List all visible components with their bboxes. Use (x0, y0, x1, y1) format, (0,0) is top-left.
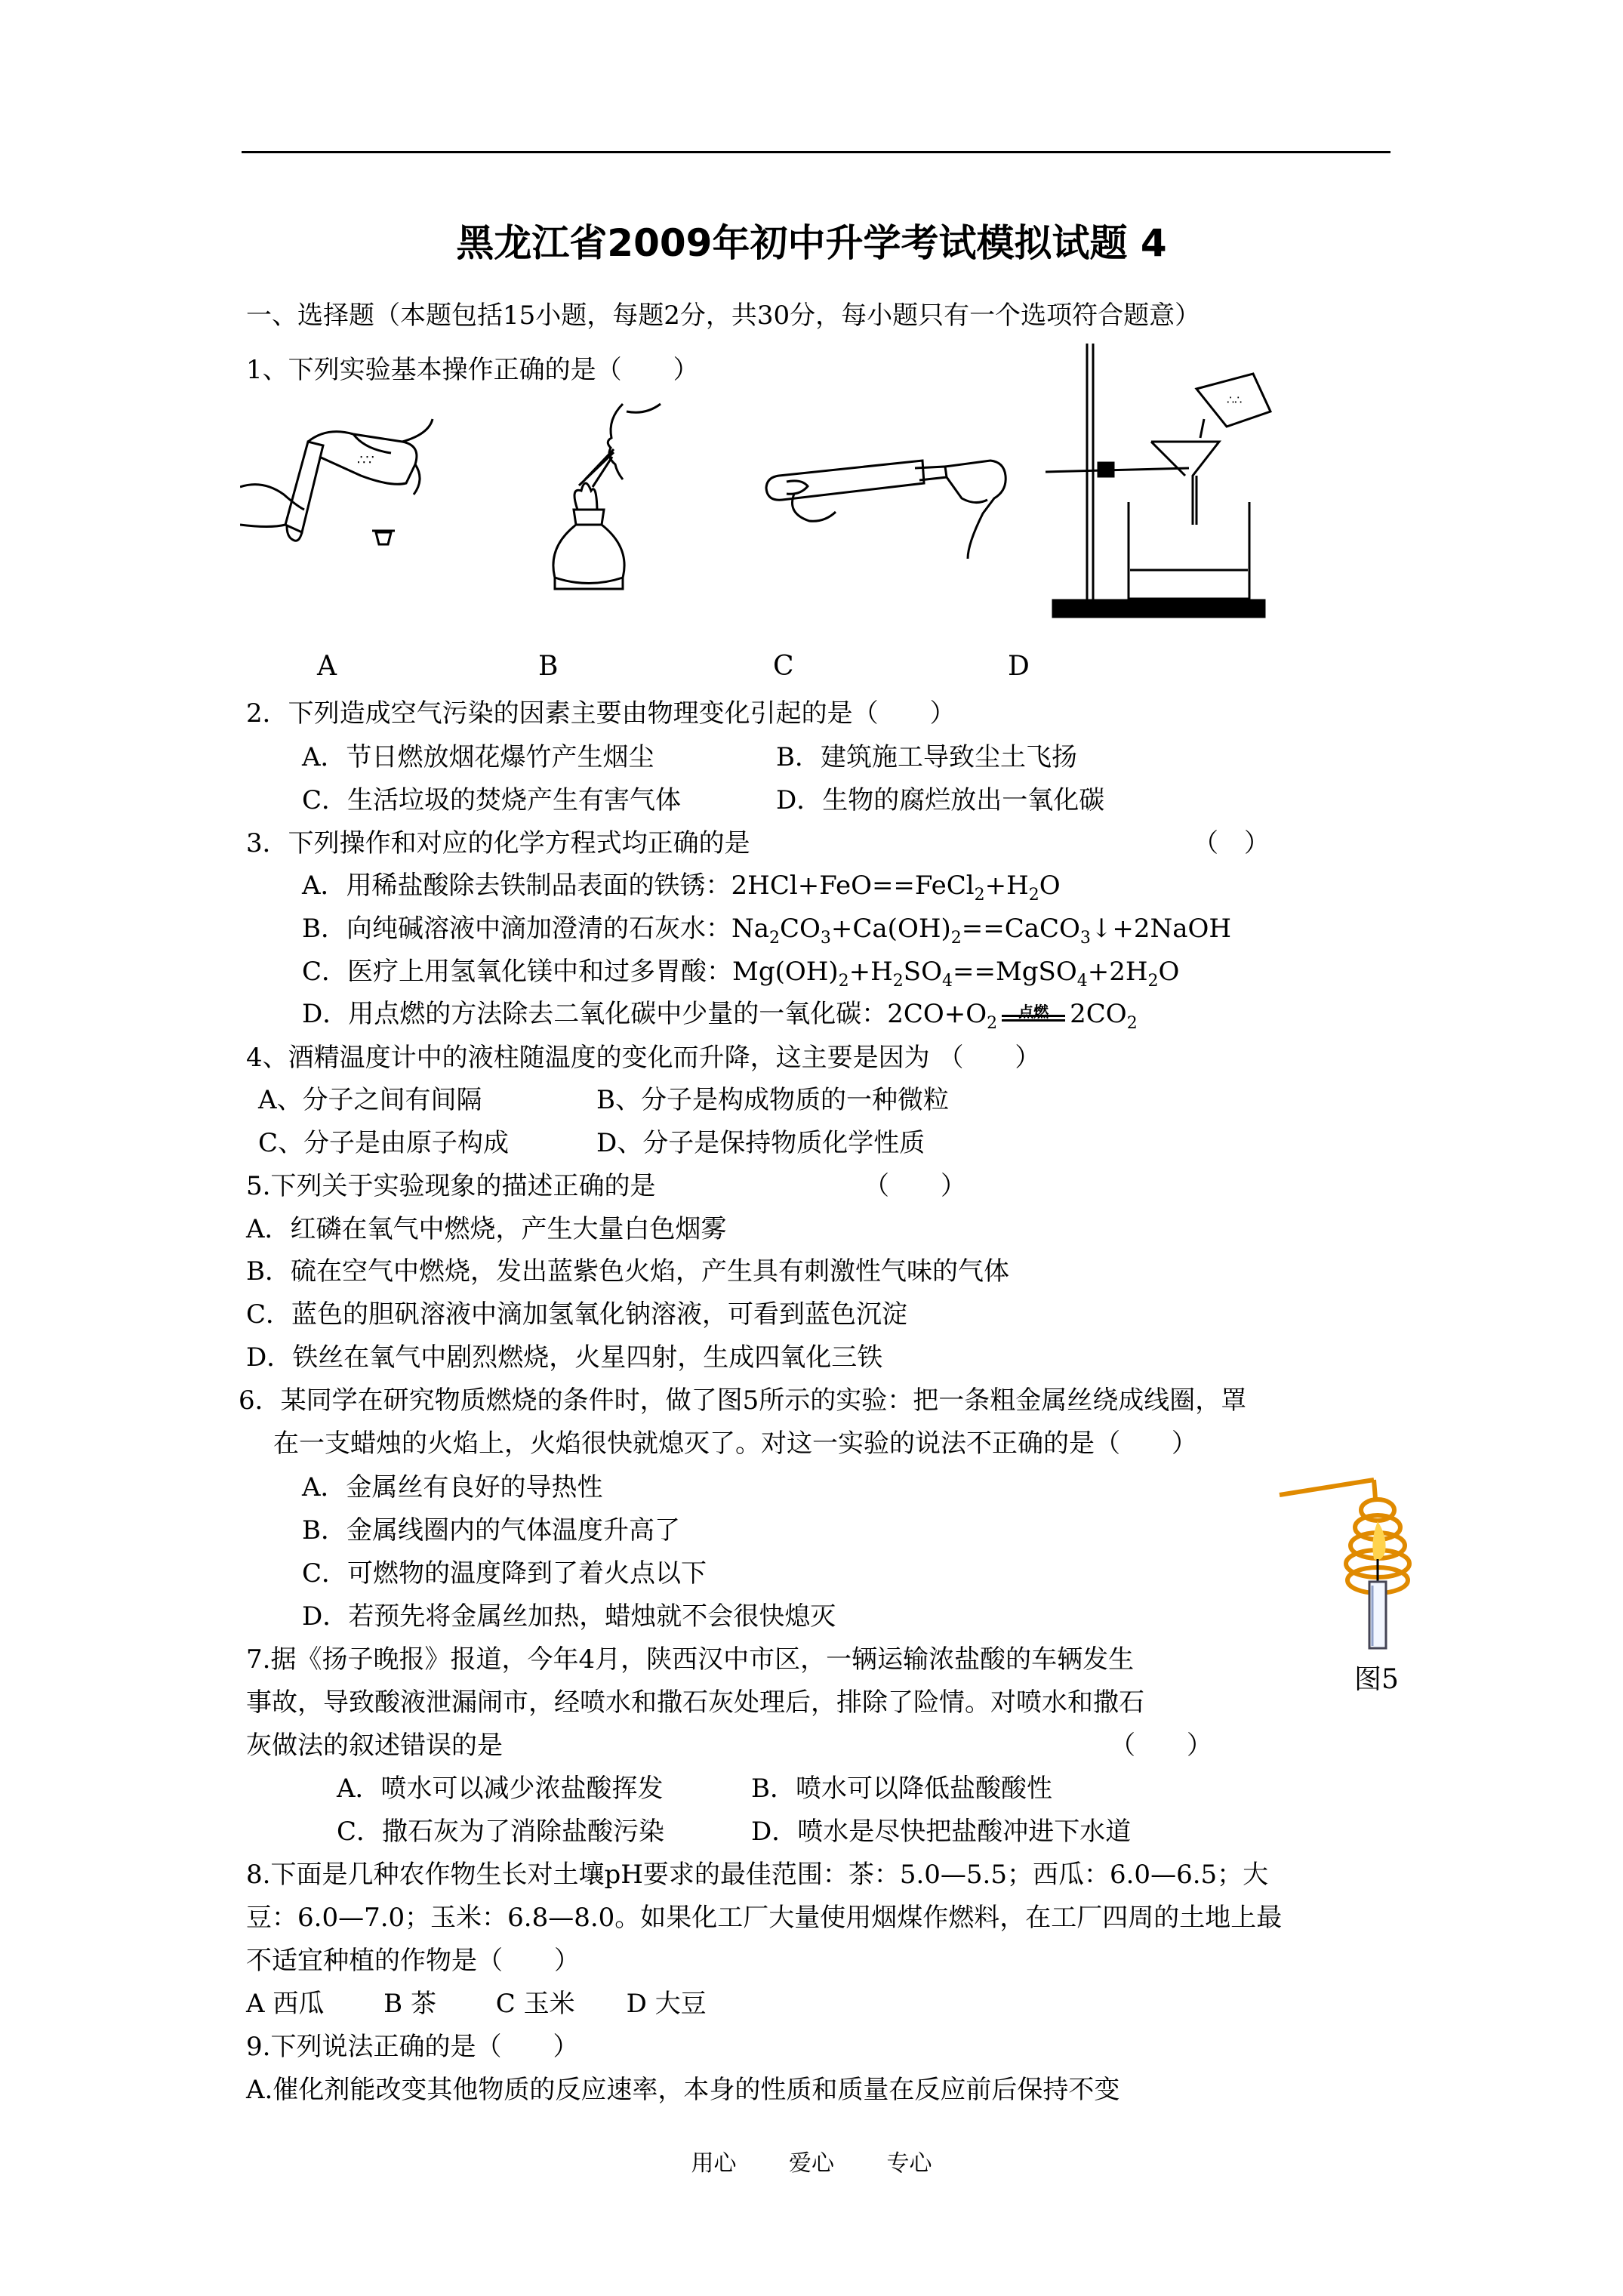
question-3: 3．下列操作和对应的化学方程式均正确的是 (246, 828, 750, 858)
footer-item: 专心 (886, 2150, 932, 2177)
q5-paren: （ ） (864, 1171, 966, 1201)
q3-option-a: A．用稀盐酸除去铁制品表面的铁锈：$2HCl+FeO==FeCl_2+H_2O$ (302, 871, 1061, 905)
q2-option-a: A．节日燃放烟花爆竹产生烟尘 (302, 742, 654, 772)
figure-b-alcohol-lamp (532, 396, 668, 600)
figure-label-d: D (1008, 651, 1030, 682)
figure-d-filtration (1046, 344, 1272, 623)
q6-option-c: C．可燃物的温度降到了着火点以下 (302, 1558, 707, 1589)
q2-option-c: C．生活垃圾的焚烧产生有害气体 (302, 785, 682, 815)
question-8-line-2: 豆：6.0—7.0；玉米：6.8—8.0。如果化工厂大量使用烟煤作燃料，在工厂四周的土地上最 (246, 1903, 1283, 1933)
svg-text:∴∵: ∴∵ (357, 452, 374, 468)
q2-option-d: D．生物的腐烂放出一氧化碳 (776, 785, 1105, 815)
q4-option-a: A、分子之间有间隔 (258, 1085, 482, 1115)
q7-option-c: C．撒石灰为了消除盐酸污染 (337, 1817, 665, 1847)
figure-label-a: A (317, 651, 337, 682)
q8-options: A 西瓜 B 茶 C 玉米 D 大豆 (246, 1989, 707, 2019)
q6-option-d: D．若预先将金属丝加热，蜡烛就不会很快熄灭 (302, 1601, 836, 1632)
question-2: 2．下列造成空气污染的因素主要由物理变化引起的是（ ） (246, 698, 956, 729)
q5-option-b: B．硫在空气中燃烧，发出蓝紫色火焰，产生具有刺激性气味的气体 (246, 1256, 1009, 1287)
page-footer (0, 2144, 1623, 2177)
figure-5-coil-candle (1276, 1476, 1412, 1650)
reaction-condition: 点燃 (1018, 1003, 1049, 1021)
footer-item: 爱心 (789, 2150, 834, 2177)
question-7-line-2: 事故，导致酸液泄漏闹市，经喷水和撒石灰处理后，排除了险情。对喷水和撒石 (246, 1687, 1144, 1718)
q4-option-d: D、分子是保持物质化学性质 (596, 1128, 925, 1158)
svg-text:∴∴: ∴∴ (1227, 393, 1243, 407)
q3-option-b: B．向纯碱溶液中滴加澄清的石灰水：$Na_2CO_3+Ca(OH)_2==CaCO_3↓+2NaOH$ (302, 914, 1232, 948)
question-6-line-2: 在一支蜡烛的火焰上，火焰很快就熄灭了。对这一实验的说法不正确的是（ ） (273, 1428, 1197, 1459)
figure-5-caption: 图5 (1354, 1664, 1399, 1695)
header-rule (242, 151, 1390, 153)
figure-a-pouring (240, 411, 436, 585)
q6-option-a: A．金属丝有良好的导热性 (302, 1472, 603, 1502)
q5-option-d: D．铁丝在氧气中剧烈燃烧，火星四射，生成四氧化三铁 (246, 1342, 883, 1373)
figure-c-test-tube (764, 430, 1013, 559)
q2-option-b: B．建筑施工导致尘土飞扬 (776, 742, 1077, 772)
question-1: 1、下列实验基本操作正确的是（ ） (246, 355, 699, 385)
q3-paren: （ ） (1193, 828, 1270, 858)
q7-option-d: D．喷水是尽快把盐酸冲进下水道 (751, 1817, 1132, 1847)
question-9: 9.下列说法正确的是（ ） (246, 2032, 579, 2062)
q5-option-c: C．蓝色的胆矾溶液中滴加氢氧化钠溶液，可看到蓝色沉淀 (246, 1299, 908, 1330)
question-4: 4、酒精温度计中的液柱随温度的变化而升降，这主要是因为 （ ） (246, 1043, 1041, 1073)
footer-item: 用心 (691, 2150, 737, 2177)
svg-text:·: · (1200, 425, 1204, 437)
q5-option-a: A．红磷在氧气中燃烧，产生大量白色烟雾 (246, 1214, 727, 1244)
q9-option-a: A.催化剂能改变其他物质的反应速率，本身的性质和质量在反应前后保持不变 (246, 2075, 1120, 2105)
figure-label-c: C (773, 651, 794, 682)
question-7-line-3: 灰做法的叙述错误的是 (246, 1730, 503, 1761)
question-5: 5.下列关于实验现象的描述正确的是 (246, 1171, 656, 1201)
q6-option-b: B．金属线圈内的气体温度升高了 (302, 1515, 680, 1546)
q3-option-c: C．医疗上用氢氧化镁中和过多胃酸：$Mg(OH)_2+H_2SO_4==MgSO_4+2H_2O$ (302, 957, 1180, 991)
q7-option-b: B．喷水可以降低盐酸酸性 (751, 1774, 1052, 1804)
q7-option-a: A．喷水可以减少浓盐酸挥发 (337, 1774, 664, 1804)
q4-option-b: B、分子是构成物质的一种微粒 (596, 1085, 949, 1115)
question-8-line-3: 不适宜种植的作物是（ ） (246, 1946, 580, 1976)
question-6-line-1: 6．某同学在研究物质燃烧的条件时，做了图5所示的实验：把一条粗金属丝绕成线圈，罩 (239, 1385, 1247, 1416)
q3-option-d: D．用点燃的方法除去二氧化碳中少量的一氧化碳：$2CO+O_2$ 点燃 $2CO_2$ (302, 999, 1138, 1039)
q4-option-c: C、分子是由原子构成 (258, 1128, 510, 1158)
figure-label-b: B (538, 651, 559, 682)
section-heading: 一、选择题（本题包括15小题，每题2分，共30分，每小题只有一个选项符合题意） (246, 300, 1201, 331)
question-7-line-1: 7.据《扬子晚报》报道，今年4月，陕西汉中市区，一辆运输浓盐酸的车辆发生 (246, 1644, 1135, 1675)
q7-paren: （ ） (1110, 1730, 1212, 1761)
question-8-line-1: 8.下面是几种农作物生长对土壤pH要求的最佳范围：茶：5.0—5.5；西瓜：6.0—6.5；大 (246, 1860, 1269, 1890)
page-title: 黑龙江省2009年初中升学考试模拟试题 4 (456, 221, 1167, 265)
